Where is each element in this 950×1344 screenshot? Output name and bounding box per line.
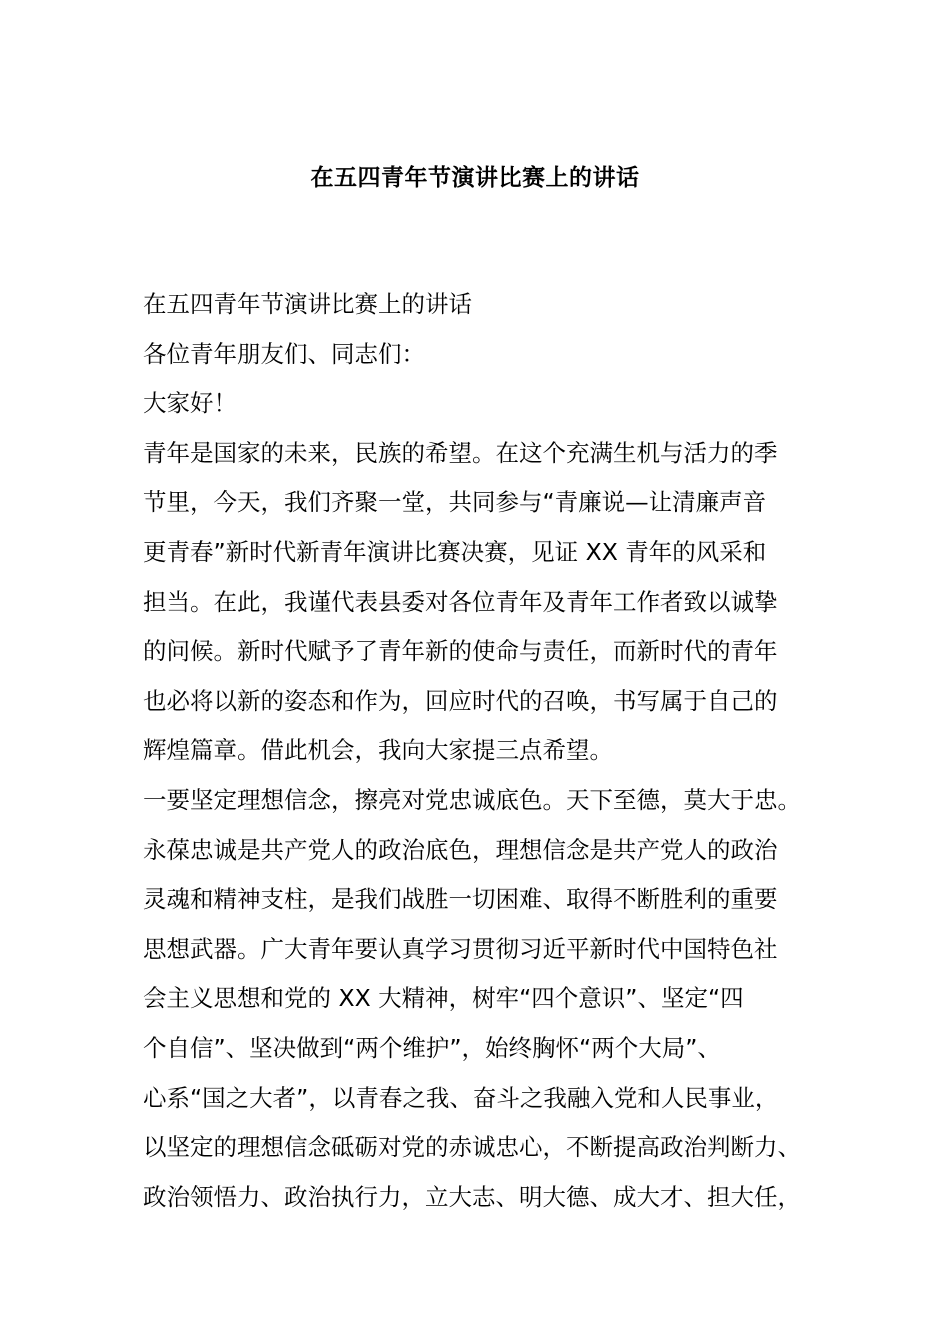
body-line: 担当。在此，我谨代表县委对各位青年及青年工作者致以诚挚 bbox=[143, 587, 778, 616]
body-line: 灵魂和精神支柱，是我们战胜一切困难、取得不断胜利的重要 bbox=[143, 885, 778, 914]
body-line: 在五四青年节演讲比赛上的讲话 bbox=[143, 290, 472, 318]
body-line: 节里，今天，我们齐聚一堂，共同参与“青廉说—让清廉声音 bbox=[143, 488, 767, 517]
body-line: 青年是国家的未来，民族的希望。在这个充满生机与活力的季 bbox=[143, 438, 778, 467]
body-line: 心系“国之大者”，以青春之我、奋斗之我融入党和人民事业， bbox=[143, 1083, 779, 1112]
body-line: 辉煌篇章。借此机会，我向大家提三点希望。 bbox=[143, 736, 613, 765]
body-line: 以坚定的理想信念砥砺对党的赤诚忠心，不断提高政治判断力、 bbox=[143, 1133, 801, 1162]
document-title: 在五四青年节演讲比赛上的讲话 bbox=[310, 165, 640, 191]
body-line: 一要坚定理想信念，擦亮对党忠诚底色。天下至德，莫大于忠。 bbox=[143, 785, 801, 814]
body-line: 个自信”、坚决做到“两个维护”，始终胸怀“两个大局”、 bbox=[143, 1033, 721, 1062]
body-line: 永葆忠诚是共产党人的政治底色，理想信念是共产党人的政治 bbox=[143, 835, 778, 864]
body-line: 也必将以新的姿态和作为，回应时代的召唤，书写属于自己的 bbox=[143, 686, 778, 715]
document-body bbox=[143, 280, 823, 1222]
body-line: 更青春”新时代新青年演讲比赛决赛，见证 XX 青年的风采和 bbox=[143, 537, 767, 566]
body-line: 思想武器。广大青年要认真学习贯彻习近平新时代中国特色社 bbox=[143, 934, 778, 963]
body-line: 会主义思想和党的 XX 大精神，树牢“四个意识”、坚定“四 bbox=[143, 984, 744, 1013]
body-line: 各位青年朋友们、同志们： bbox=[143, 339, 425, 368]
body-line: 的问候。新时代赋予了青年新的使命与责任，而新时代的青年 bbox=[143, 637, 778, 666]
body-line: 大家好！ bbox=[143, 389, 237, 418]
body-line: 政治领悟力、政治执行力，立大志、明大德、成大才、担大任， bbox=[143, 1182, 801, 1211]
